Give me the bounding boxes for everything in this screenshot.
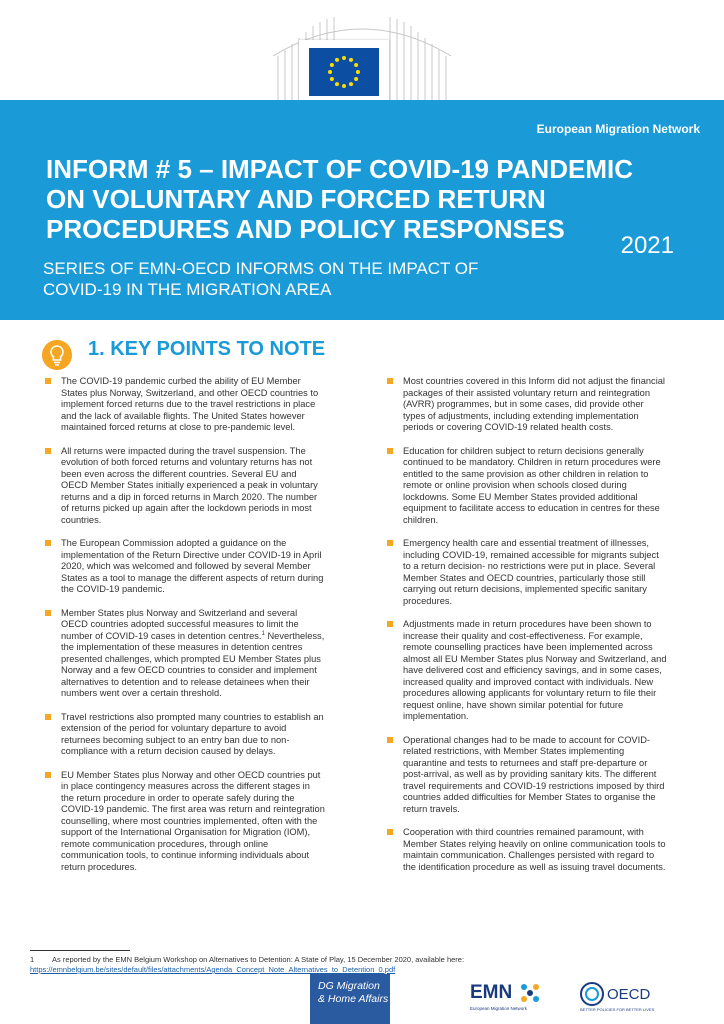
key-point — [42, 608, 325, 700]
series-subtitle: SERIES OF EMN-OECD INFORMS ON THE IMPACT OF COVID-19 IN THE MIGRATION AREA — [43, 259, 479, 299]
emn-subtitle: European Migration Network — [470, 1006, 528, 1011]
footnote-ref: 1 — [261, 630, 265, 637]
key-point-text: Member States plus Norway and Switzerland and several OECD countries adopted successful measures to limit the number of COVID-19 cases in detention centres. — [61, 607, 299, 641]
key-point: Education for children subject to return decisions generally continued to be mandatory. Children in return procedures were entitled to the same provision as other children in relation to remote or online provision when schools closed during lockdowns. Some EU Member States provided additional equipment to facilitate access to education in centres for these children. — [384, 446, 667, 527]
dg-line-1: DG Migration — [318, 980, 380, 992]
dg-home-logo — [310, 974, 390, 1024]
lightbulb-icon — [42, 340, 72, 370]
footnote-divider — [30, 950, 130, 951]
title-banner — [0, 100, 724, 320]
section-heading: 1. KEY POINTS TO NOTE — [88, 338, 326, 360]
emn-wordmark: EMN — [470, 982, 513, 1003]
network-label: European Migration Network — [536, 122, 700, 136]
eu-flag-icon — [309, 48, 379, 96]
oecd-tagline: BETTER POLICIES FOR BETTER LIVES — [580, 1007, 655, 1012]
oecd-globe-icon — [580, 982, 604, 1006]
key-point: The COVID-19 pandemic curbed the ability of EU Member States plus Norway, Switzerland, and other OECD countries to implement forced returns due to the travel restrictions in place and the lack of available flights. The United States however maintained forced returns at close to pre-pandemic level. — [42, 376, 325, 434]
dg-line-2: & Home Affairs — [318, 993, 389, 1005]
footnote-text: As reported by the EMN Belgium Workshop on Alternatives to Detention: A State of Play, 15 December 2020, available here: — [52, 955, 465, 964]
key-point: EU Member States plus Norway and other OECD countries put in place contingency measures across the different stages in the return procedure in order to operate safely during the COVID-19 pandemic. The first area was return and reintegration counselling, where most countries implemented, often with the support of the International Organisation for Migration (IOM), remote communication procedures, through online communication tools, to continue informing individuals about return procedures. — [42, 770, 325, 874]
footnote-link[interactable]: https://emnbelgium.be/sites/default/files/attachments/Agenda_Concept_Note_Alternatives_to_Detention_0.pdf — [30, 965, 396, 974]
footnote — [30, 955, 690, 975]
key-point: All returns were impacted during the travel suspension. The evolution of both forced returns and voluntary returns has not been even across the different countries. Several EU and OECD Member States initially experienced a peak in voluntary returns and a dip in forced returns in March 2020. The number of returns picked up again after the lockdown periods in most countries. — [42, 446, 325, 527]
publication-year: 2021 — [620, 232, 674, 259]
key-point: Adjustments made in return procedures have been shown to increase their quality and cost-effectiveness. For example, remote counselling practices have been implemented across almost all EU Member States plus Norway and Switzerland, and have delivered cost and efficiency savings, and in some cases, increased quality and improved contact with individuals. New procedures allowing applicants for voluntary return to file their request online, have shown similar potential for future implementation. — [384, 619, 667, 723]
key-point: Travel restrictions also prompted many countries to establish an extension of the period for voluntary departure to avoid returnees becoming subject to an entry ban due to non-compliance with a return decision caused by delays. — [42, 712, 325, 758]
emn-star-icon — [516, 980, 544, 1006]
page-title: INFORM # 5 – IMPACT OF COVID-19 PANDEMIC ON VOLUNTARY AND FORCED RETURN PROCEDURES AND POLICY RESPONSES — [46, 154, 633, 244]
key-point: Most countries covered in this Inform did not adjust the financial packages of their assisted voluntary return and reintegration (AVRR) programmes, but in some cases, did provide other types of adjustments, including extending implementation periods or covering COVID-19 related health costs. — [384, 376, 667, 434]
key-point: Emergency health care and essential treatment of illnesses, including COVID-19, remained accessible for migrants subject to a return decision- no restrictions were put in place. Several Member States and OECD countries, particularly those still carrying out return decisions, implemented specific sanitary procedures. — [384, 538, 667, 607]
key-point: Operational changes had to be made to account for COVID-related restrictions, with Member States implementing quarantine and tests to returnees and staff pre-departure or post-arrival, as well as by providing sanitary kits. The different travel requirements and COVID-19 restrictions imposed by third countries added difficulties for Member States to organise the return travels. — [384, 735, 667, 816]
key-point-text-cont: Nevertheless, the implementation of these measures in detention centres presented challenges, which prompted EU Member States plus Norway and a few OECD countries to consider and implement alternatives to detention and to release detainees when their numbers went over a certain threshold. — [61, 630, 325, 698]
footnote-number: 1 — [30, 955, 35, 964]
key-point: The European Commission adopted a guidance on the implementation of the Return Directive under COVID-19 in April 2020, which was welcomed and followed by several Member States as a tool to manage the different aspects of return during the COVID-19 pandemic. — [42, 538, 325, 596]
key-point: Cooperation with third countries remained paramount, with Member States relying heavily on online communication tools to maintain communication. Challenges persisted with regard to the identification procedure as well as issuing travel documents. — [384, 827, 667, 873]
key-points-right-column — [384, 376, 667, 885]
oecd-wordmark: OECD — [607, 986, 651, 1003]
key-points-left-column — [42, 376, 325, 885]
